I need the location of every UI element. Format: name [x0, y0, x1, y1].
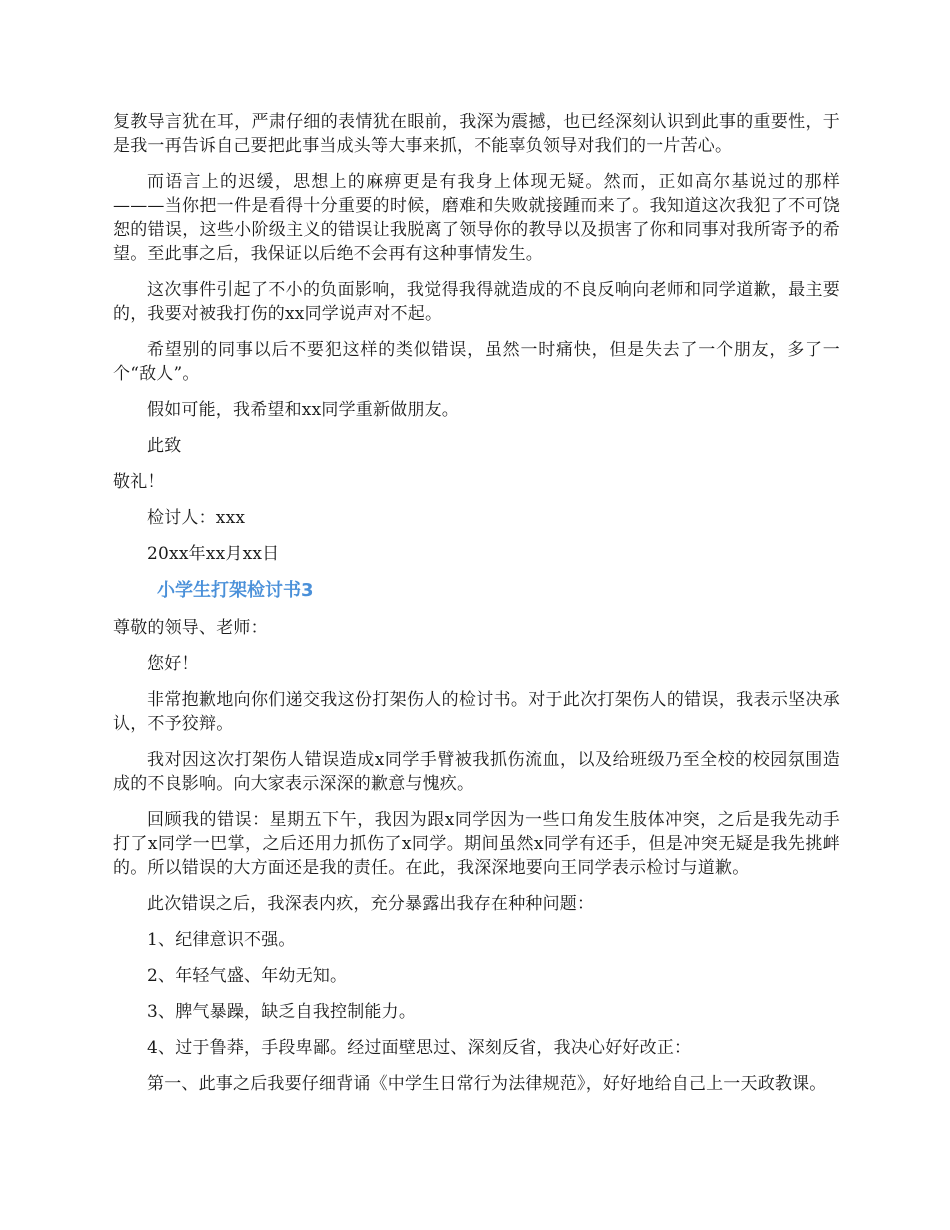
- paragraph: 第一、此事之后我要仔细背诵《中学生日常行为法律规范》，好好地给自己上一天政教课。: [147, 1074, 827, 1094]
- paragraph: 复教导言犹在耳，严肃仔细的表情犹在眼前，我深为震撼，也已经深刻认识到此事的重要性，于是我一再告诉自己要把此事当成头等大事来抓，不能辜负领导对我们的一片苦心。: [113, 112, 840, 156]
- hello: 您好！: [147, 654, 199, 674]
- paragraph: 希望别的同事以后不要犯这样的类似错误，虽然一时痛快，但是失去了一个朋友，多了一个“敌人”。: [113, 340, 840, 384]
- closing-phrase: 此致: [147, 436, 182, 456]
- paragraph: 我对因这次打架伤人错误造成x同学手臂被我抓伤流血，以及给班级乃至全校的校园氛围造成的不良影响。向大家表示深深的歉意与愧疚。: [113, 750, 840, 794]
- paragraph: 这次事件引起了不小的负面影响，我觉得我得就造成的不良反响向老师和同学道歉，最主要的，我要对被我打伤的xx同学说声对不起。: [113, 280, 840, 324]
- greeting: 尊敬的领导、老师：: [113, 618, 268, 638]
- document-body: [113, 110, 840, 1108]
- list-item: 4、过于鲁莽，手段卑鄙。经过面壁思过、深刻反省，我决心好好改正：: [147, 1038, 692, 1058]
- list-item: 2、年轻气盛、年幼无知。: [147, 966, 348, 986]
- signer: 检讨人：xxx: [147, 508, 246, 528]
- list-item: 1、纪律意识不强。: [147, 930, 296, 950]
- paragraph: 假如可能，我希望和xx同学重新做朋友。: [147, 400, 459, 420]
- paragraph: 回顾我的错误：星期五下午，我因为跟x同学因为一些口角发生肢体冲突，之后是我先动手打了x同学一巴掌，之后还用力抓伤了x同学。期间虽然x同学有还手，但是冲突无疑是我先挑衅的。所以错误的大方面还是我的责任。在此，我深深地要向王同学表示检讨与道歉。: [113, 810, 840, 878]
- section-heading: 小学生打架检讨书3: [157, 580, 314, 601]
- paragraph: 此次错误之后，我深表内疚，充分暴露出我存在种种问题：: [147, 894, 595, 914]
- list-item: 3、脾气暴躁，缺乏自我控制能力。: [147, 1002, 417, 1022]
- salute: 敬礼！: [113, 472, 165, 492]
- date: 20xx年xx月xx日: [147, 544, 280, 564]
- paragraph: 而语言上的迟缓，思想上的麻痹更是有我身上体现无疑。然而，正如高尔基说过的那样———当你把一件是看得十分重要的时候，磨难和失败就接踵而来了。我知道这次我犯了不可饶恕的错误，这些小阶级主义的错误让我脱离了领导你的教导以及损害了你和同事对我所寄予的希望。至此事之后，我保证以后绝不会再有这种事情发生。: [113, 172, 840, 264]
- paragraph: 非常抱歉地向你们递交我这份打架伤人的检讨书。对于此次打架伤人的错误，我表示坚决承认，不予狡辩。: [113, 690, 840, 734]
